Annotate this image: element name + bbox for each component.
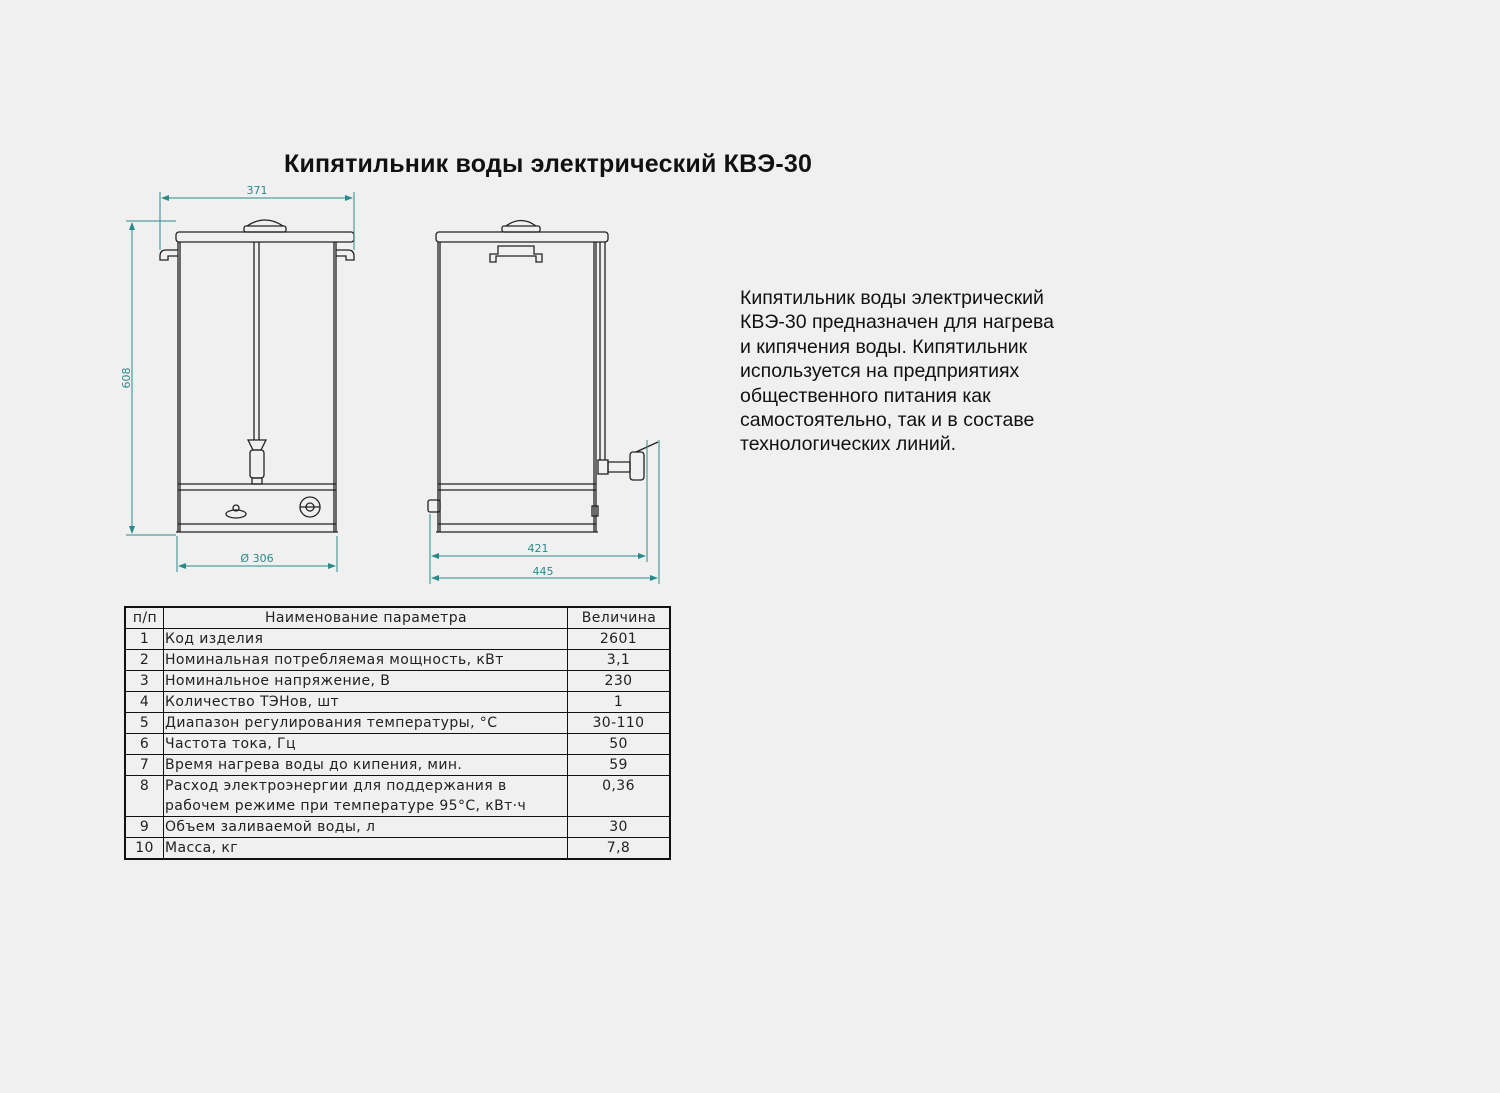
row-num: 6 [125, 734, 164, 755]
table-row [125, 671, 670, 692]
page-title: Кипятильник воды электрический КВЭ-30 [284, 150, 813, 178]
row-value: 230 [568, 671, 671, 692]
row-name: Номинальное напряжение, В [164, 671, 568, 692]
table-row [125, 838, 670, 860]
dim-side-depth: 421 [527, 542, 549, 555]
table-row [125, 629, 670, 650]
row-value: 2601 [568, 629, 671, 650]
row-num: 5 [125, 713, 164, 734]
row-value: 1 [568, 692, 671, 713]
table-header-row [125, 607, 670, 629]
row-name: Масса, кг [164, 838, 568, 860]
row-value: 30 [568, 817, 671, 838]
row-value: 7,8 [568, 838, 671, 860]
row-name: Диапазон регулирования температуры, °С [164, 713, 568, 734]
dim-side-total: 445 [532, 565, 554, 578]
row-value: 0,36 [568, 776, 671, 817]
row-name: Код изделия [164, 629, 568, 650]
dim-top-width: 371 [246, 184, 268, 197]
row-num: 8 [125, 776, 164, 817]
row-value: 59 [568, 755, 671, 776]
table-row [125, 650, 670, 671]
row-num: 2 [125, 650, 164, 671]
table-row [125, 734, 670, 755]
row-value: 30-110 [568, 713, 671, 734]
dimension-lines [126, 192, 659, 584]
row-name: Количество ТЭНов, шт [164, 692, 568, 713]
table-row [125, 776, 670, 817]
row-num: 10 [125, 838, 164, 860]
header-num: п/п [125, 607, 164, 629]
side-view [428, 221, 658, 533]
table-row [125, 755, 670, 776]
row-num: 9 [125, 817, 164, 838]
table-row [125, 692, 670, 713]
front-view [160, 220, 354, 532]
row-name: Номинальная потребляемая мощность, кВт [164, 650, 568, 671]
header-value: Величина [568, 607, 671, 629]
row-num: 4 [125, 692, 164, 713]
row-name: Время нагрева воды до кипения, мин. [164, 755, 568, 776]
row-value: 3,1 [568, 650, 671, 671]
dim-height: 608 [120, 367, 133, 389]
dim-base-diameter: Ø 306 [240, 552, 274, 565]
row-num: 1 [125, 629, 164, 650]
row-num: 7 [125, 755, 164, 776]
row-name: Расход электроэнергии для поддержания в рабочем режиме при температуре 95°С, кВт·ч [165, 778, 527, 814]
row-name: Частота тока, Гц [164, 734, 568, 755]
table-row [125, 713, 670, 734]
product-description: Кипятильник воды электрический КВЭ-30 предназначен для нагрева и кипячения воды. Кипятильник используется на предприятиях общественного питания как самостоятельно, так и в составе технологических линий. [740, 287, 1055, 456]
row-value: 50 [568, 734, 671, 755]
table-row [125, 817, 670, 838]
row-num: 3 [125, 671, 164, 692]
spec-table [124, 606, 671, 860]
header-name: Наименование параметра [164, 607, 568, 629]
row-name: Объем заливаемой воды, л [164, 817, 568, 838]
